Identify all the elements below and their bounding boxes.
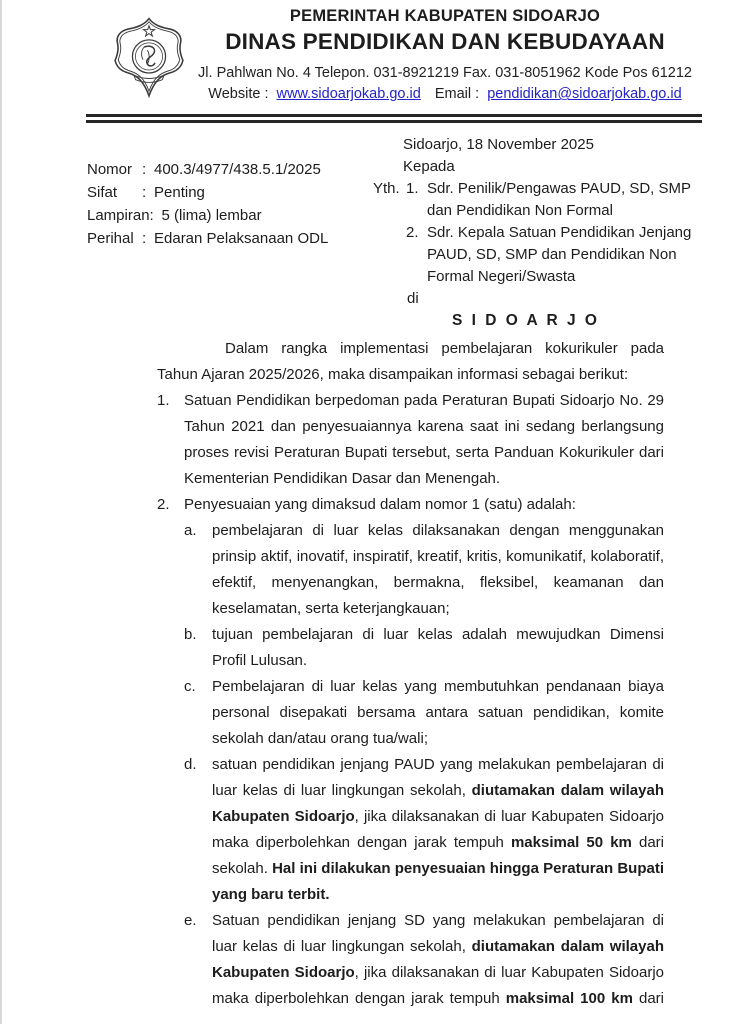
recipient-city: S I D O A R J O: [452, 312, 600, 329]
lettered-item-c: [184, 674, 664, 752]
numbered-item-1: [157, 388, 664, 492]
letter-number: 400.3/4977/438.5.1/2025: [154, 161, 321, 178]
recipient-number: 1.: [406, 180, 419, 197]
letter-meta: [87, 158, 328, 250]
meta-label: Sifat: [87, 184, 118, 201]
numbered-item-2: [157, 492, 664, 518]
di-label: di: [407, 290, 419, 307]
recipient-item-2: [373, 222, 703, 288]
meta-row-lampiran: [87, 204, 328, 227]
meta-label: Lampiran: [87, 207, 150, 224]
lettered-item-e: [184, 908, 664, 1012]
department-name: DINAS PENDIDIKAN DAN KEBUDAYAAN: [225, 29, 665, 55]
recipient-text: Sdr. Penilik/Pengawas PAUD, SD, SMP dan Pendidikan Non Formal: [427, 180, 691, 219]
recipient-text: Sdr. Kepala Satuan Pendidikan Jenjang PAUD, SD, SMP dan Pendidikan Non Formal Negeri/Swasta: [427, 224, 692, 285]
item-text: Satuan Pendidikan berpedoman pada Peraturan Bupati Sidoarjo No. 29 Tahun 2021 dan penyesuaiannya karena saat ini sedang berlangsung proses revisi Peraturan Bupati tersebut, serta Panduan Kokurikuler dari Kementerian Pendidikan Dasar dan Menengah.: [184, 392, 664, 487]
kepada-label: Kepada: [403, 158, 455, 175]
intro-paragraph: Dalam rangka implementasi pembelajaran kokurikuler pada Tahun Ajaran 2025/2026, maka disampaikan informasi sebagai berikut:: [157, 340, 664, 383]
item-letter: b.: [184, 626, 197, 643]
item-text: tujuan pembelajaran di luar kelas adalah mewujudkan Dimensi Profil Lulusan.: [212, 626, 664, 669]
meta-separator: :: [142, 230, 147, 247]
website-link[interactable]: www.sidoarjokab.go.id: [276, 86, 421, 103]
item-letter: a.: [184, 522, 197, 539]
item-text: satuan pendidikan jenjang PAUD yang melakukan pembelajaran di luar kelas di luar lingkungan sekolah, diutamakan dalam wilayah Kabupaten Sidoarjo, jika dilaksanakan di luar Kabupaten Sidoarjo maka diperbolehkan dengan jarak tempuh maksimal 50 km dari sekolah. Hal ini dilakukan penyesuaian hingga Peraturan Bupati yang baru terbit.: [212, 756, 664, 903]
meta-label: Perihal: [87, 230, 134, 247]
address-line: Jl. Pahlwan No. 4 Telepon. 031-8921219 Fax. 031-8051962 Kode Pos 61212: [198, 65, 692, 82]
lettered-item-b: [184, 622, 664, 674]
item-letter: c.: [184, 678, 196, 695]
meta-row-sifat: [87, 181, 328, 204]
letter-nature: Penting: [154, 184, 205, 201]
letter-subject: Edaran Pelaksanaan ODL: [154, 230, 329, 247]
yth-label: Yth.: [373, 180, 400, 197]
sidoarjo-regency-seal-logo: [103, 17, 195, 99]
meta-row-nomor: [87, 158, 328, 181]
website-label: Website :: [208, 86, 269, 103]
letter-date: Sidoarjo, 18 November 2025: [403, 136, 594, 153]
government-name: PEMERINTAH KABUPATEN SIDOARJO: [289, 7, 601, 25]
letter-attachment: 5 (lima) lembar: [161, 207, 262, 224]
contact-line: [185, 86, 705, 103]
meta-separator: :: [142, 161, 147, 178]
recipient-number: 2.: [406, 224, 419, 241]
item-text: Penyesuaian yang dimaksud dalam nomor 1 (satu) adalah:: [184, 496, 576, 513]
item-text: pembelajaran di luar kelas dilaksanakan dengan menggunakan prinsip aktif, inovatif, inspiratif, kreatif, kritis, komunikatif, kolaboratif, efektif, menyenangkan, bermakna, fleksibel, keamanan dan keselamatan, serta keterjangkauan;: [212, 522, 664, 617]
letterhead-text: [185, 7, 705, 103]
letter-body: [157, 336, 664, 1012]
meta-separator: :: [149, 207, 154, 224]
item-letter: d.: [184, 756, 197, 773]
meta-label: Nomor: [87, 161, 133, 178]
recipient-block: [373, 134, 703, 332]
item-letter: e.: [184, 912, 197, 929]
item-number: 1.: [157, 392, 170, 409]
recipient-item-1: [373, 178, 703, 222]
email-label: Email :: [434, 86, 480, 103]
yth-spacer: [373, 222, 406, 288]
item-text: Pembelajaran di luar kelas yang membutuhkan pendanaan biaya personal disepakati bersama antara satuan pendidikan, komite sekolah dan/atau orang tua/wali;: [212, 678, 664, 747]
item-number: 2.: [157, 496, 170, 513]
email-link[interactable]: pendidikan@sidoarjokab.go.id: [487, 86, 682, 103]
meta-row-perihal: [87, 227, 328, 250]
lettered-item-d: [184, 752, 664, 908]
letterhead-divider: [86, 114, 702, 123]
item-text: Satuan pendidikan jenjang SD yang melakukan pembelajaran di luar kelas di luar lingkungan sekolah, diutamakan dalam wilayah Kabupaten Sidoarjo, jika dilaksanakan di luar Kabupaten Sidoarjo maka diperbolehkan dengan jarak tempuh maksimal 100 km dari: [212, 912, 664, 1007]
lettered-item-a: [184, 518, 664, 622]
meta-separator: :: [142, 184, 147, 201]
